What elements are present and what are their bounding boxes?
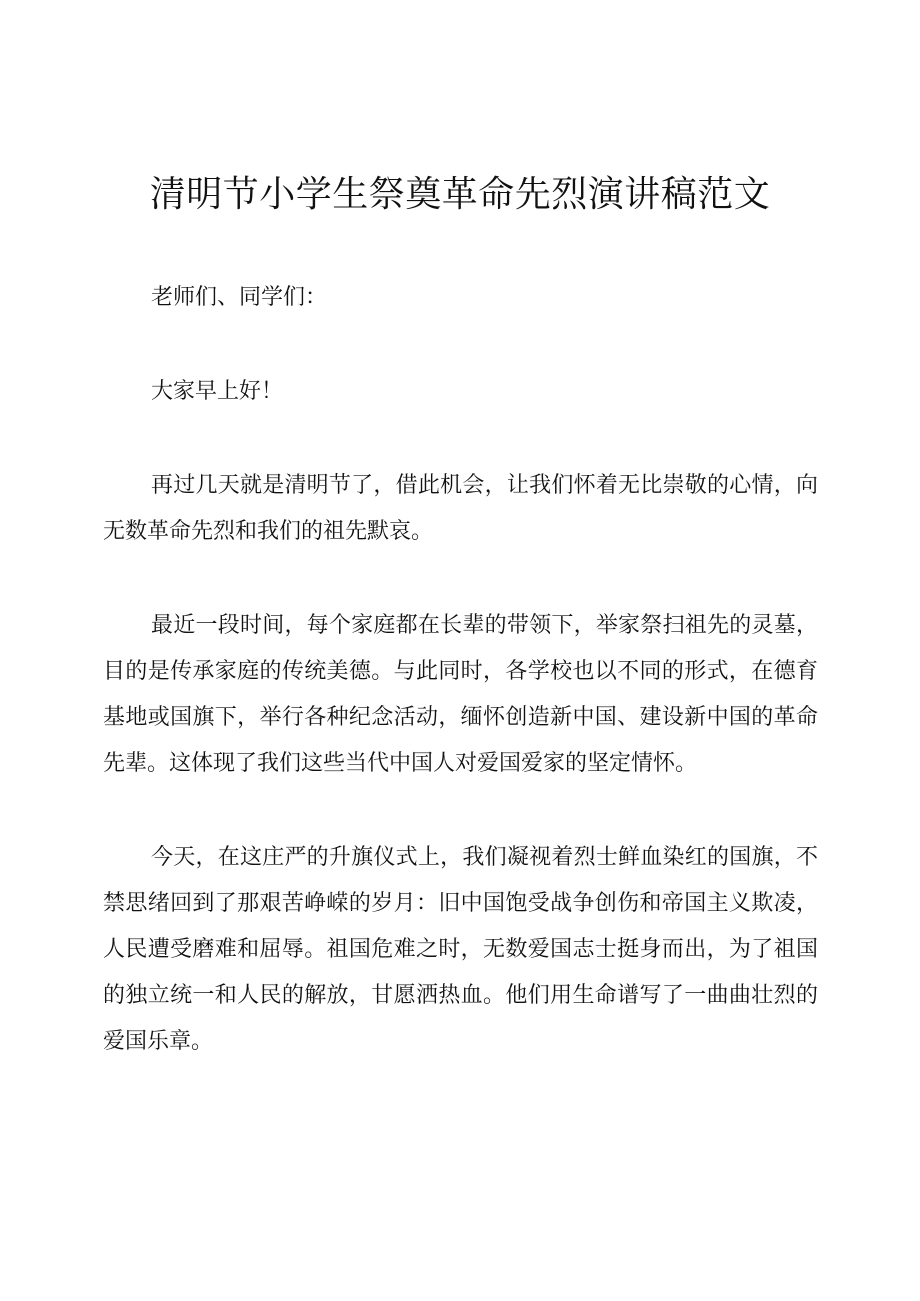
salutation-paragraph: 老师们、同学们：: [151, 285, 328, 310]
body-paragraph-3: 今天，在这庄严的升旗仪式上，我们凝视着烈士鲜血染红的国旗，不禁思绪回到了那艰苦峥嵘的岁月：旧中国饱受战争创伤和帝国主义欺凌，人民遭受磨难和屈辱。祖国危难之时，无数爱国志士挺身而出，为了祖国的独立统一和人民的解放，甘愿洒热血。他们用生命谱写了一曲曲壮烈的爱国乐章。: [103, 845, 818, 1054]
greeting-paragraph: 大家早上好！: [151, 379, 284, 404]
document-body: [103, 275, 818, 1113]
body-paragraph-1: 再过几天就是清明节了，借此机会，让我们怀着无比崇敬的心情，向无数革命先烈和我们的祖先默哀。: [103, 473, 818, 544]
body-paragraph-2: 最近一段时间，每个家庭都在长辈的带领下，举家祭扫祖先的灵墓，目的是传承家庭的传统美德。与此同时，各学校也以不同的形式，在德育基地或国旗下，举行各种纪念活动，缅怀创造新中国、建设新中国的革命先辈。这体现了我们这些当代中国人对爱国爱家的坚定情怀。: [103, 613, 818, 776]
document-title: 清明节小学生祭奠革命先烈演讲稿范文: [149, 174, 771, 215]
